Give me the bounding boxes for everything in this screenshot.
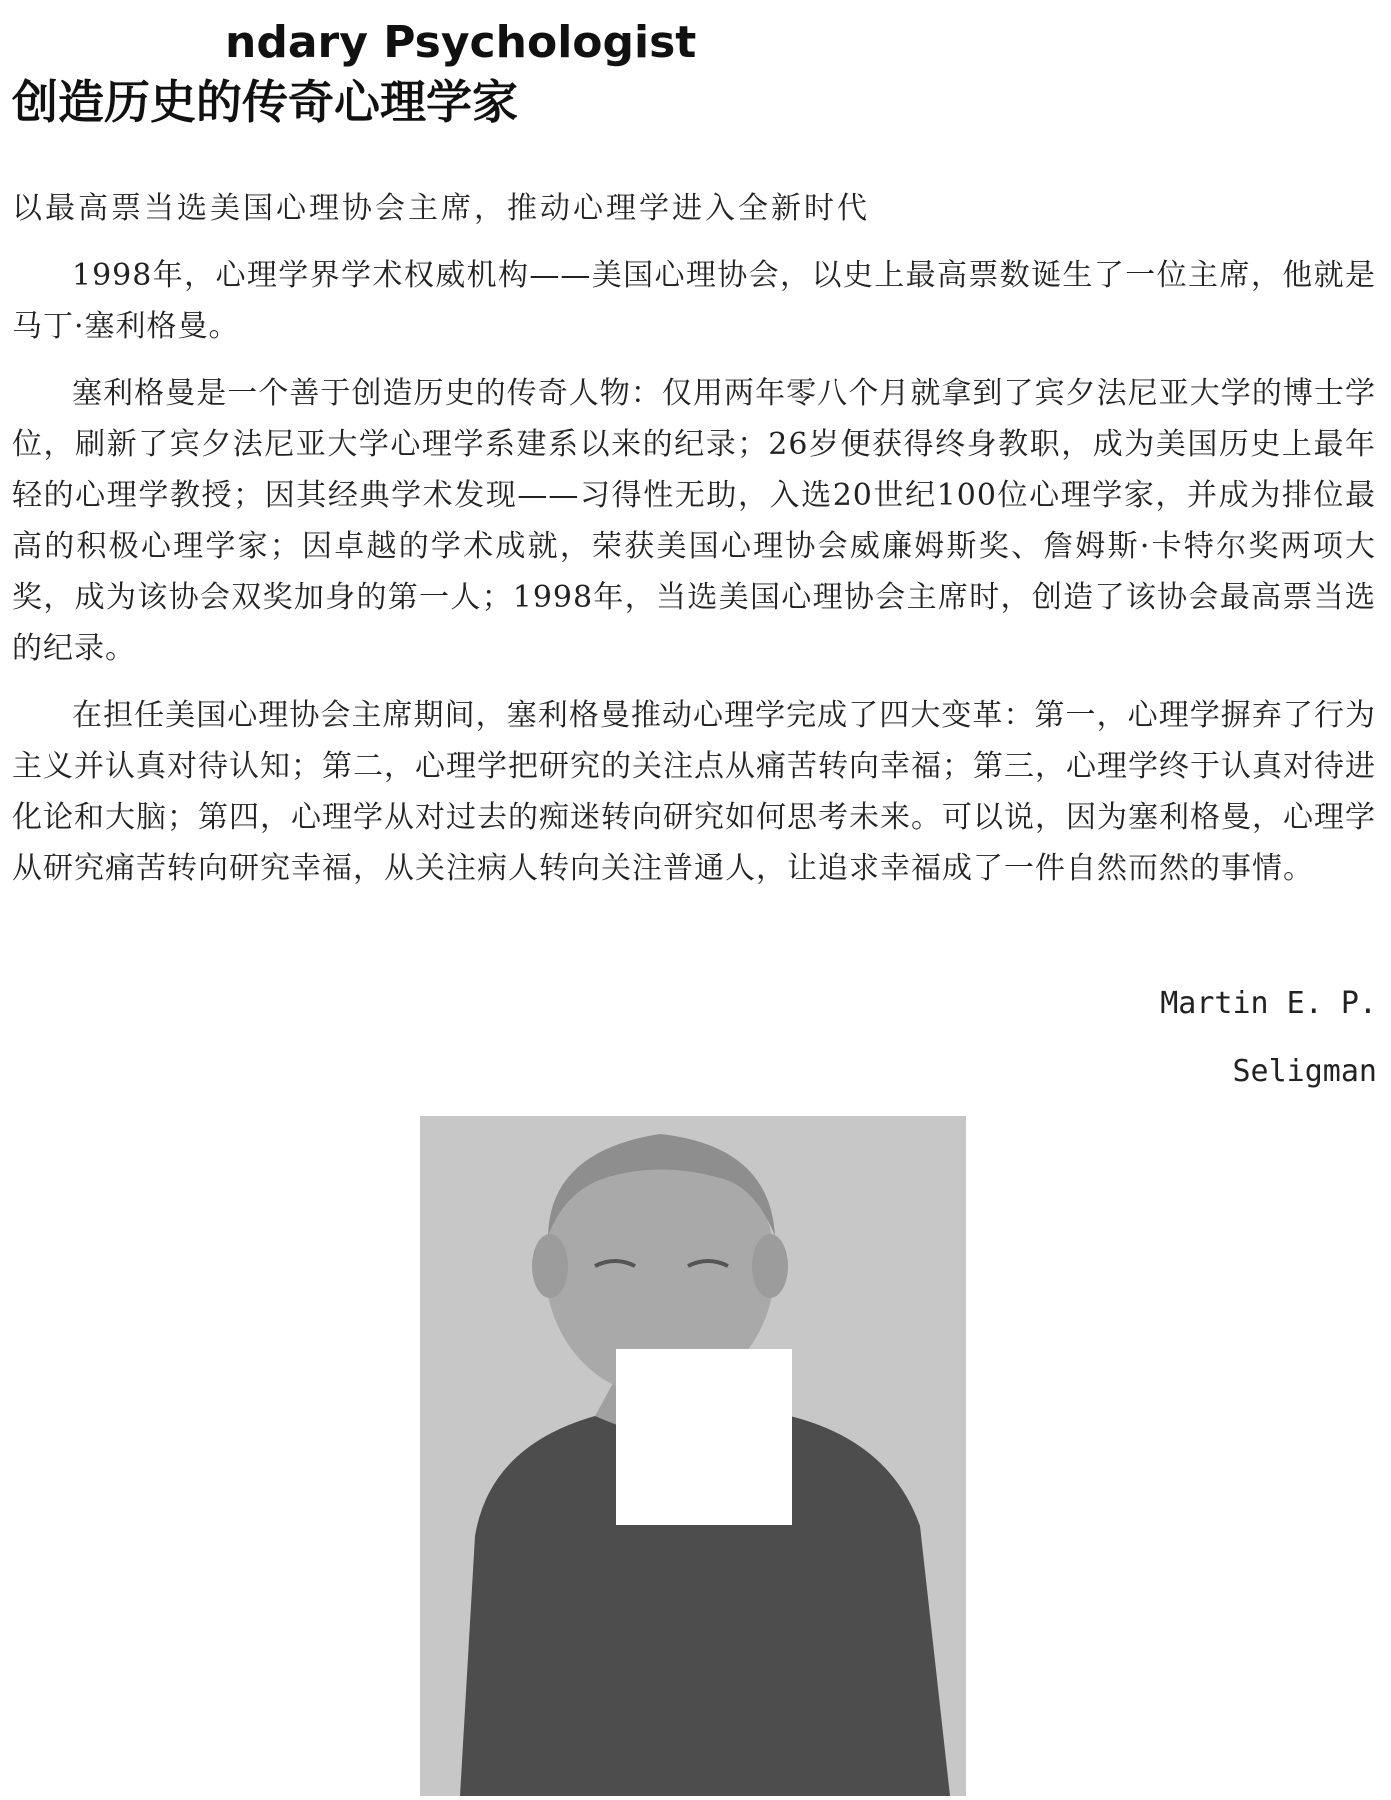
chinese-title: 创造历史的传奇心理学家	[12, 75, 518, 129]
subtitle: 以最高票当选美国心理协会主席，推动心理学进入全新时代	[12, 191, 870, 226]
body-text	[12, 250, 1376, 910]
paragraph-2: 塞利格曼是一个善于创造历史的传奇人物：仅用两年零八个月就拿到了宾夕法尼亚大学的博士学位，刷新了宾夕法尼亚大学心理学系建系以来的纪录；26岁便获得终身教职，成为美国历史上最年轻的心理学教授；因其经典学术发现——习得性无助，入选20世纪100位心理学家，并成为排位最高的积极心理学家；因卓越的学术成就，荣获美国心理协会威廉姆斯奖、詹姆斯·卡特尔奖两项大奖，成为该协会双奖加身的第一人；1998年，当选美国心理协会主席时，创造了该协会最高票当选的纪录。	[12, 376, 1376, 666]
right-ear	[752, 1234, 788, 1298]
signature-line-2: Seligman	[1232, 1054, 1377, 1089]
portrait-illustration	[420, 1116, 966, 1796]
left-ear	[532, 1234, 568, 1298]
paragraph-1: 1998年，心理学界学术权威机构——美国心理协会，以史上最高票数诞生了一位主席，他就是马丁·塞利格曼。	[12, 258, 1376, 344]
english-title: ndary Psychologist	[225, 17, 697, 68]
paragraph-3: 在担任美国心理协会主席期间，塞利格曼推动心理学完成了四大变革：第一，心理学摒弃了行为主义并认真对待认知；第二，心理学把研究的关注点从痛苦转向幸福；第三，心理学终于认真对待进化论和大脑；第四，心理学从对过去的痴迷转向研究如何思考未来。可以说，因为塞利格曼，心理学从研究痛苦转向研究幸福，从关注病人转向关注普通人，让追求幸福成了一件自然而然的事情。	[12, 698, 1376, 886]
redaction-block	[616, 1349, 792, 1525]
signature-line-1: Martin E. P.	[1160, 986, 1377, 1021]
signature	[1160, 970, 1377, 1106]
portrait-photo	[420, 1116, 966, 1796]
